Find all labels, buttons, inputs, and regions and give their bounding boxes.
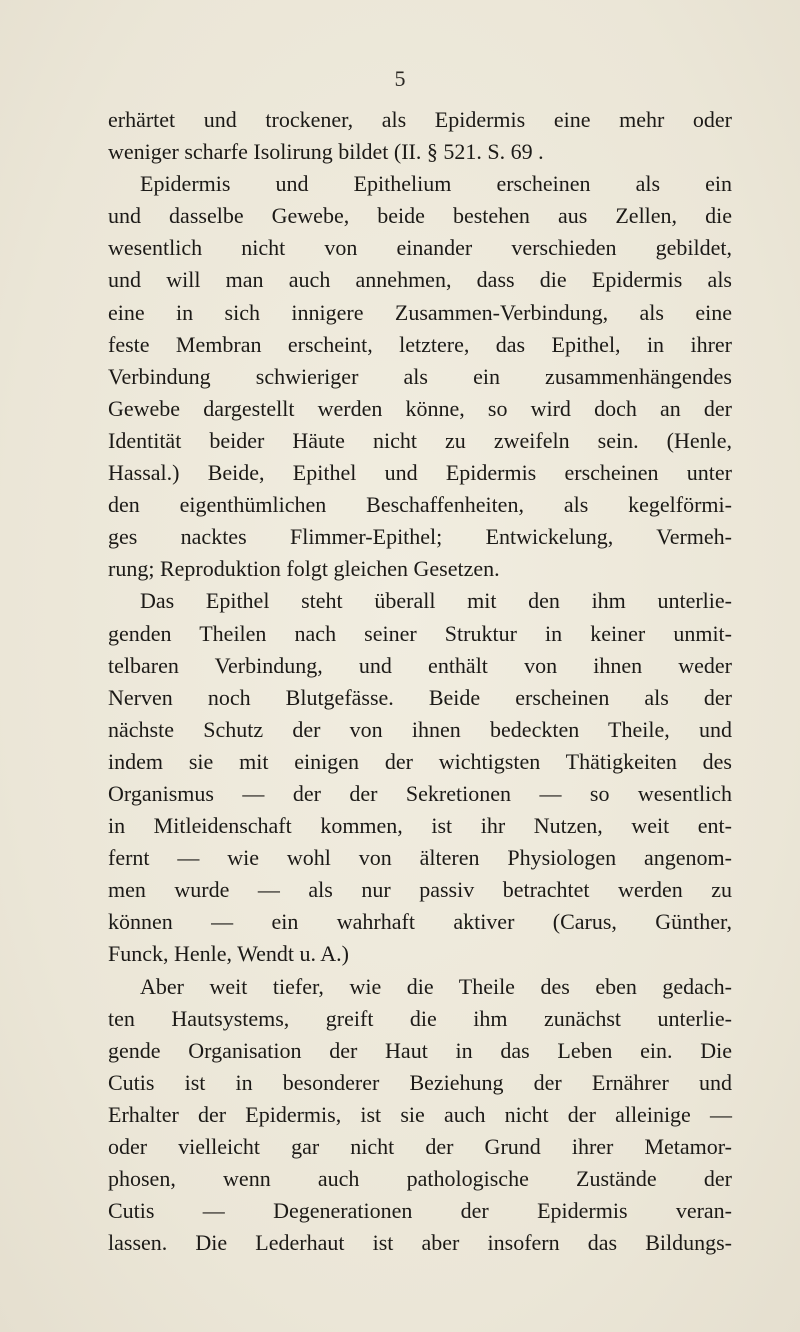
page-number: 5 [394, 66, 406, 91]
text-line: Cutis ist in besonderer Beziehung der Ernährer und [108, 1069, 732, 1095]
text-line: können — ein wahrhaft aktiver (Carus, Günther, [108, 909, 732, 935]
text-line: indem sie mit einigen der wichtigsten Thätigkeiten des [108, 748, 732, 774]
text-line: lassen. Die Lederhaut ist aber insofern das Bildungs- [108, 1230, 732, 1256]
text-line: erhärtet und trockener, als Epidermis eine mehr oder [108, 107, 732, 132]
text-line: rung; Reproduktion folgt gleichen Gesetzen. [108, 556, 500, 582]
text-line: Funck, Henle, Wendt u. A.) [108, 941, 350, 967]
text-line: Das Epithel steht überall mit den ihm unterlie- [140, 588, 732, 614]
text-line: oder vielleicht gar nicht der Grund ihrer Metamor- [108, 1134, 732, 1159]
text-line: und dasselbe Gewebe, beide bestehen aus Zellen, die [108, 203, 732, 229]
text-line: fernt — wie wohl von älteren Physiologen angenom- [108, 845, 732, 871]
text-line: genden Theilen nach seiner Struktur in keiner unmit- [108, 620, 732, 646]
text-line: men wurde — als nur passiv betrachtet werden zu [108, 877, 732, 903]
text-line: in Mitleidenschaft kommen, ist ihr Nutzen, weit ent- [108, 813, 732, 839]
text-line: ten Hautsystems, greift die ihm zunächst unterlie- [108, 1005, 732, 1031]
text-line: gende Organisation der Haut in das Leben ein. Die [108, 1037, 732, 1063]
body-text [108, 104, 732, 1259]
text-line: und will man auch annehmen, dass die Epidermis als [108, 267, 732, 293]
text-line: nächste Schutz der von ihnen bedeckten Theile, und [108, 716, 732, 742]
text-line: ges nacktes Flimmer-Epithel; Entwickelung, Vermeh- [108, 524, 732, 550]
text-line: feste Membran erscheint, letztere, das Epithel, in ihrer [108, 331, 732, 357]
text-line: Verbindung schwieriger als ein zusammenhängendes [108, 363, 732, 389]
text-line: Erhalter der Epidermis, ist sie auch nicht der alleinige — [108, 1101, 732, 1127]
text-line: Gewebe dargestellt werden könne, so wird doch an der [108, 395, 732, 421]
text-line: Epidermis und Epithelium erscheinen als ein [140, 171, 732, 197]
text-line: telbaren Verbindung, und enthält von ihnen weder [108, 652, 732, 678]
text-line: Organismus — der der Sekretionen — so wesentlich [108, 780, 732, 806]
text-line: Identität beider Häute nicht zu zweifeln sein. (Henle, [108, 427, 732, 453]
text-line: Hassal.) Beide, Epithel und Epidermis erscheinen unter [108, 460, 732, 486]
text-line: weniger scharfe Isolirung bildet (II. § 521. S. 69 . [108, 139, 544, 165]
text-line: den eigenthümlichen Beschaffenheiten, als kegelförmi- [108, 492, 732, 518]
text-line: eine in sich innigere Zusammen-Verbindung, als eine [108, 299, 732, 325]
text-line: Aber weit tiefer, wie die Theile des eben gedach- [140, 973, 732, 999]
text-line: phosen, wenn auch pathologische Zustände der [108, 1166, 732, 1192]
text-line: wesentlich nicht von einander verschieden gebildet, [108, 235, 732, 261]
text-line: Nerven noch Blutgefässe. Beide erscheinen als der [108, 684, 732, 710]
text-line: Cutis — Degenerationen der Epidermis veran- [108, 1198, 732, 1224]
